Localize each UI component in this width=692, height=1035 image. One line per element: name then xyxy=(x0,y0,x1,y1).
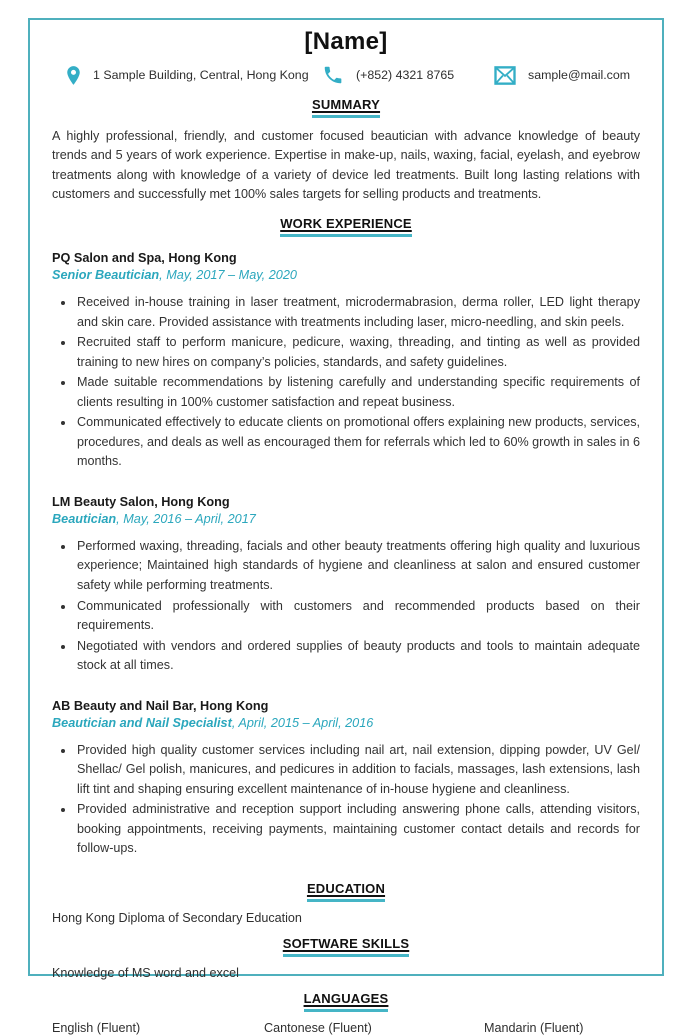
job-bullet: • Communicated effectively to educate clients on promotional offers explaining new products, services, procedures, and deals as well as encouraged them for referrals which led to 60% growth in sales in 6 months. xyxy=(75,413,640,472)
job-bullet: • Received in-house training in laser treatment, microdermabrasion, derma roller, LED light therapy and skin care. Provided assistance with treatments including laser, micro-needling, and skin peels. xyxy=(75,293,640,332)
job-block xyxy=(52,249,640,472)
language-item: English (Fluent) xyxy=(52,1021,264,1035)
section-heading-software-skills: SOFTWARE SKILLS xyxy=(52,935,640,957)
job-bullet: • Provided high quality customer services including nail art, nail extension, dipping powder, UV Gel/ Shellac/ Gel polish, manicures, and pedicures in addition to facials, massages, lash extensions, lash lift tint and shaping ensuring excellent maintenance of in-house hygiene and cleanliness. xyxy=(75,741,640,800)
contact-email xyxy=(494,66,640,85)
job-block xyxy=(52,697,640,859)
job-bullet: • Recruited staff to perform manicure, pedicure, waxing, threading, and tinting as well as provided training to new hires on company’s policies, standards, and safety guidelines. xyxy=(75,333,640,372)
job-block xyxy=(52,493,640,676)
job-title: Beautician xyxy=(52,512,116,526)
title-separator: , xyxy=(116,512,123,526)
company-name: AB Beauty and Nail Bar, Hong Kong xyxy=(52,697,640,715)
job-bullet-list xyxy=(52,741,640,859)
title-separator: , xyxy=(159,268,166,282)
job-bullet: • Communicated professionally with customers and recommended products based on their requirements. xyxy=(75,597,640,636)
address-text: 1 Sample Building, Central, Hong Kong xyxy=(93,68,309,82)
job-dates: May, 2016 – April, 2017 xyxy=(123,512,256,526)
email-icon xyxy=(494,66,516,85)
section-heading-languages: LANGUAGES xyxy=(52,990,640,1012)
phone-icon xyxy=(322,64,344,86)
job-title: Senior Beautician xyxy=(52,268,159,282)
job-dates: April, 2015 – April, 2016 xyxy=(238,716,373,730)
resume-name: [Name] xyxy=(52,28,640,56)
company-name: PQ Salon and Spa, Hong Kong xyxy=(52,249,640,267)
language-item: Mandarin (Fluent) xyxy=(484,1021,640,1035)
job-title-line xyxy=(52,511,640,529)
language-item: Cantonese (Fluent) xyxy=(264,1021,484,1035)
job-bullet: • Negotiated with vendors and ordered supplies of beauty products and tools to maintain adequate stock at all times. xyxy=(75,637,640,676)
section-heading-education: EDUCATION xyxy=(52,880,640,902)
job-title-line xyxy=(52,267,640,285)
job-title-line xyxy=(52,715,640,733)
job-dates: May, 2017 – May, 2020 xyxy=(166,268,297,282)
section-heading-work-experience: WORK EXPERIENCE xyxy=(52,215,640,237)
contact-phone xyxy=(322,64,494,86)
job-title: Beautician and Nail Specialist xyxy=(52,716,232,730)
software-skills-text: Knowledge of MS word and excel xyxy=(52,966,640,980)
email-text: sample@mail.com xyxy=(528,68,630,82)
job-bullet: • Made suitable recommendations by listening carefully and understanding specific requirements of clients resulting in 100% customer satisfaction and repeat business. xyxy=(75,373,640,412)
title-separator: , xyxy=(232,716,239,730)
section-heading-summary: SUMMARY xyxy=(52,96,640,118)
contact-row xyxy=(54,64,640,86)
education-text: Hong Kong Diploma of Secondary Education xyxy=(52,911,640,925)
job-bullet-list xyxy=(52,537,640,676)
phone-text: (+852) 4321 8765 xyxy=(356,68,454,82)
languages-row xyxy=(52,1021,640,1035)
page-frame xyxy=(28,18,664,976)
job-bullet-list xyxy=(52,293,640,472)
contact-address xyxy=(54,65,322,86)
job-bullet: • Performed waxing, threading, facials and other beauty treatments offering high quality and luxurious experience; Maintained high standards of hygiene and cleanliness at salon and ensured customer safety while performing treatments. xyxy=(75,537,640,596)
summary-paragraph: A highly professional, friendly, and customer focused beautician with advance knowledge of beauty trends and 5 years of work experience. Expertise in make-up, nails, waxing, facial, eyelash, and eyebrow treatments along with knowledge of a variety of device led treatments. Built long lasting relations with customers and successfully met 100% sales targets for selling products and treatments. xyxy=(52,127,640,205)
job-bullet: • Provided administrative and reception support including answering phone calls, attending visitors, booking appointments, receiving payments, maintaining customer contact details and records for follow-ups. xyxy=(75,800,640,859)
location-pin-icon xyxy=(66,65,81,86)
company-name: LM Beauty Salon, Hong Kong xyxy=(52,493,640,511)
